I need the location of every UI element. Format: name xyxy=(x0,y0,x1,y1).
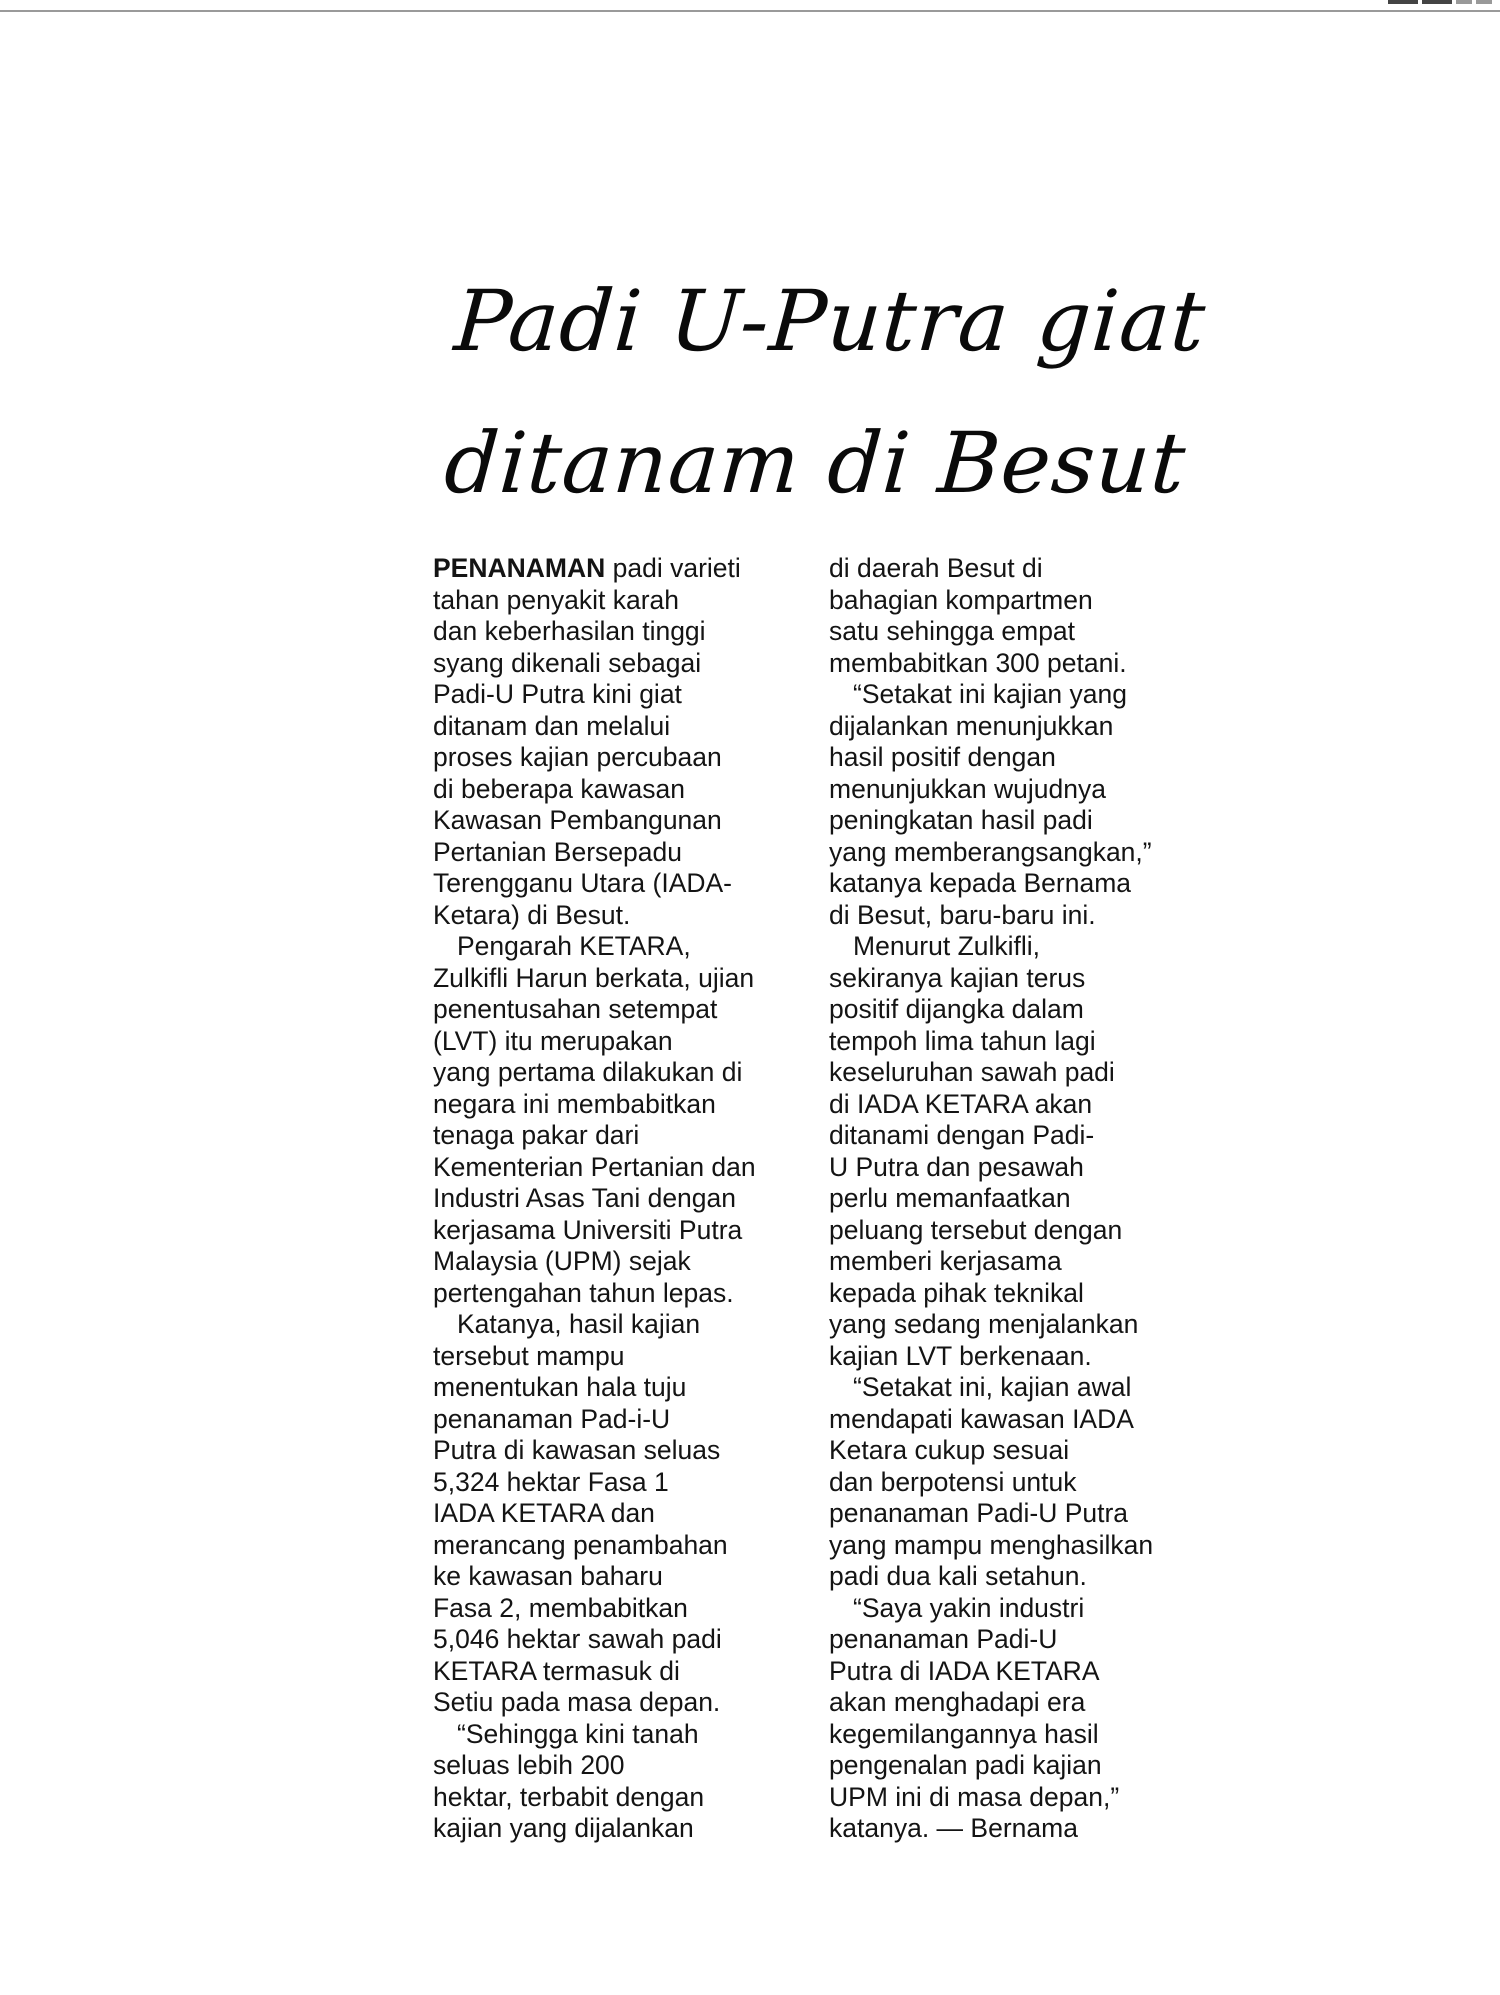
article-line xyxy=(433,1750,813,1782)
article-line-text: padi varieti xyxy=(605,553,741,583)
article-line xyxy=(433,648,813,680)
article-line xyxy=(433,1719,813,1751)
article-line xyxy=(829,1372,1209,1404)
article-line xyxy=(829,1435,1209,1467)
article-line-text: Pengarah KETARA, xyxy=(457,931,691,961)
article-line-text: di daerah Besut di xyxy=(829,553,1043,583)
article-line xyxy=(829,679,1209,711)
article-column-left xyxy=(433,553,813,1845)
article-line-text: Malaysia (UPM) sejak xyxy=(433,1246,691,1276)
article-line xyxy=(829,900,1209,932)
article-line-text: yang mampu menghasilkan xyxy=(829,1529,1154,1560)
article-line xyxy=(433,900,813,932)
article-line xyxy=(829,742,1209,774)
article-line-text: Ketara) di Besut. xyxy=(433,899,631,930)
article-line-text: keseluruhan sawah padi xyxy=(829,1057,1115,1087)
article-line xyxy=(829,648,1209,680)
article-line xyxy=(829,616,1209,648)
article-line-text: Menurut Zulkifli, xyxy=(853,931,1041,961)
article-line xyxy=(433,1593,813,1625)
article-line-text: pengenalan padi kajian xyxy=(829,1750,1102,1780)
article-line-text: proses kajian percubaan xyxy=(433,742,722,772)
article-line-text: UPM ini di masa depan,” xyxy=(829,1781,1120,1812)
article-line-text: katanya. — Bernama xyxy=(829,1813,1078,1843)
article-line-text: Kementerian Pertanian dan xyxy=(433,1151,756,1182)
headline-line-1: Padi U-Putra giat xyxy=(451,272,1210,370)
article-line-text: kegemilangannya hasil xyxy=(829,1718,1099,1749)
article-line-text: di beberapa kawasan xyxy=(433,773,685,804)
article-line-text: “Setakat ini kajian yang xyxy=(853,679,1127,709)
article-line xyxy=(433,679,813,711)
article-line xyxy=(433,994,813,1026)
article-line xyxy=(433,1152,813,1184)
article-line xyxy=(829,1057,1209,1089)
article-line-text: membabitkan 300 petani. xyxy=(829,647,1127,678)
article-line xyxy=(433,1372,813,1404)
article-line-text: Setiu pada masa depan. xyxy=(433,1687,721,1717)
article-line-text: Terengganu Utara (IADA- xyxy=(433,868,733,898)
article-line xyxy=(829,1278,1209,1310)
article-line xyxy=(829,805,1209,837)
article-line-text: Putra di kawasan seluas xyxy=(433,1435,721,1465)
article-line-text: Zulkifli Harun berkata, ujian xyxy=(433,962,755,993)
article-line xyxy=(829,1183,1209,1215)
article-line xyxy=(433,1026,813,1058)
article-line xyxy=(829,1750,1209,1782)
article-line-text: tersebut mampu xyxy=(433,1340,625,1371)
article-line-text: (LVT) itu merupakan xyxy=(433,1025,673,1056)
article-line xyxy=(433,931,813,963)
article-line xyxy=(433,1561,813,1593)
article-line xyxy=(829,994,1209,1026)
article-line xyxy=(433,774,813,806)
article-line xyxy=(433,1309,813,1341)
lead-word: PENANAMAN xyxy=(433,553,606,583)
article-line-text: “Setakat ini, kajian awal xyxy=(853,1372,1132,1402)
article-line-text: peluang tersebut dengan xyxy=(829,1214,1123,1245)
article-line xyxy=(829,868,1209,900)
article-line xyxy=(433,1435,813,1467)
article-line xyxy=(433,1498,813,1530)
article-line-text: hektar, terbabit dengan xyxy=(433,1781,705,1812)
article-line xyxy=(829,1813,1209,1845)
article-line-text: 5,046 hektar sawah padi xyxy=(433,1624,722,1654)
article-line xyxy=(433,805,813,837)
article-line xyxy=(433,1278,813,1310)
article-line xyxy=(433,1057,813,1089)
article-line-text: penentusahan setempat xyxy=(433,994,718,1024)
article-line xyxy=(829,1089,1209,1121)
article-line xyxy=(433,1120,813,1152)
article-line xyxy=(829,585,1209,617)
article-line-text: menunjukkan wujudnya xyxy=(829,773,1106,804)
article-line-text: yang memberangsangkan,” xyxy=(829,836,1152,867)
article-line xyxy=(433,1215,813,1247)
article-line xyxy=(829,1656,1209,1688)
article-line-text: U Putra dan pesawah xyxy=(829,1151,1084,1182)
article-line xyxy=(829,931,1209,963)
article-line xyxy=(829,1593,1209,1625)
article-line xyxy=(433,1183,813,1215)
article-line-text: ditanami dengan Padi- xyxy=(829,1120,1095,1150)
article-line-text: di Besut, baru-baru ini. xyxy=(829,899,1096,930)
article-line-text: mendapati kawasan IADA xyxy=(829,1403,1134,1434)
article-line-text: Ketara cukup sesuai xyxy=(829,1435,1070,1465)
article-line-text: penanaman Padi-U xyxy=(829,1624,1058,1654)
article-line xyxy=(433,1782,813,1814)
article-line-text: positif dijangka dalam xyxy=(829,994,1084,1024)
article-line xyxy=(829,1467,1209,1499)
article-line-text: seluas lebih 200 xyxy=(433,1750,625,1780)
article-line-text: di IADA KETARA akan xyxy=(829,1088,1093,1119)
article-line xyxy=(829,1530,1209,1562)
corner-registration-marks xyxy=(1380,0,1500,6)
article-line xyxy=(433,1687,813,1719)
article-line xyxy=(433,1624,813,1656)
article-line xyxy=(829,1246,1209,1278)
article-line-text: katanya kepada Bernama xyxy=(829,868,1132,898)
article-line-text: negara ini membabitkan xyxy=(433,1088,716,1119)
article-line-text: tahan penyakit karah xyxy=(433,584,680,615)
article-line xyxy=(433,963,813,995)
article-line-text: bahagian kompartmen xyxy=(829,584,1093,615)
article-line-text: Padi-U Putra kini giat xyxy=(433,679,682,709)
article-line-text: IADA KETARA dan xyxy=(433,1498,655,1528)
article-line-text: Pertanian Bersepadu xyxy=(433,836,682,867)
article-line xyxy=(829,837,1209,869)
article-line xyxy=(829,1309,1209,1341)
article-line-text: merancang penambahan xyxy=(433,1529,728,1560)
page-top-rule xyxy=(0,10,1500,12)
article-line-text: perlu memanfaatkan xyxy=(829,1183,1071,1213)
article-line xyxy=(433,1467,813,1499)
article-line xyxy=(829,1687,1209,1719)
article-line xyxy=(829,1782,1209,1814)
article-line-text: satu sehingga empat xyxy=(829,616,1076,646)
article-line-text: memberi kerjasama xyxy=(829,1246,1062,1276)
article-headline xyxy=(440,250,1220,534)
article-line-text: sekiranya kajian terus xyxy=(829,962,1086,993)
article-line-text: kerjasama Universiti Putra xyxy=(433,1214,743,1245)
article-line xyxy=(829,1719,1209,1751)
article-line xyxy=(433,1656,813,1688)
article-line-text: dan keberhasilan tinggi xyxy=(433,616,706,646)
article-line-text: 5,324 hektar Fasa 1 xyxy=(433,1466,669,1497)
article-line-text: tenaga pakar dari xyxy=(433,1120,640,1150)
article-line-text: Putra di IADA KETARA xyxy=(829,1655,1100,1686)
article-line xyxy=(433,1341,813,1373)
article-line xyxy=(433,585,813,617)
article-line xyxy=(829,1341,1209,1373)
article-line-text: yang pertama dilakukan di xyxy=(433,1057,743,1087)
article-line-text: penanaman Pad-i-U xyxy=(433,1403,671,1434)
article-line-text: “Saya yakin industri xyxy=(853,1592,1085,1623)
article-line-text: kajian yang dijalankan xyxy=(433,1813,694,1843)
article-line xyxy=(829,1152,1209,1184)
article-line-text: menentukan hala tuju xyxy=(433,1372,687,1402)
article-line xyxy=(829,711,1209,743)
article-line-text: Fasa 2, membabitkan xyxy=(433,1592,688,1623)
article-line-text: peningkatan hasil padi xyxy=(829,805,1093,835)
article-line-text: ke kawasan baharu xyxy=(433,1561,663,1591)
article-line-text: hasil positif dengan xyxy=(829,742,1056,772)
article-line-text: tempoh lima tahun lagi xyxy=(829,1025,1096,1056)
article-line xyxy=(829,1404,1209,1436)
article-line xyxy=(829,1561,1209,1593)
article-line-text: akan menghadapi era xyxy=(829,1687,1086,1717)
article-line xyxy=(433,1404,813,1436)
article-line-text: syang dikenali sebagai xyxy=(433,647,702,678)
article-column-right xyxy=(829,553,1209,1845)
article-line xyxy=(829,1215,1209,1247)
article-line-text: kepada pihak teknikal xyxy=(829,1277,1084,1308)
article-line-text: Katanya, hasil kajian xyxy=(457,1309,701,1339)
article-line xyxy=(433,1246,813,1278)
article-line-text: ditanam dan melalui xyxy=(433,710,671,741)
article-line xyxy=(433,837,813,869)
article-line xyxy=(433,711,813,743)
article-line-text: dan berpotensi untuk xyxy=(829,1466,1077,1497)
article-line-text: yang sedang menjalankan xyxy=(829,1309,1139,1339)
article-line xyxy=(829,1498,1209,1530)
headline-line-2: ditanam di Besut xyxy=(441,414,1190,512)
article-line-text: “Sehingga kini tanah xyxy=(457,1718,699,1749)
article-line-text: penanaman Padi-U Putra xyxy=(829,1498,1129,1528)
article-line xyxy=(829,1026,1209,1058)
article-line xyxy=(829,774,1209,806)
article-line-text: pertengahan tahun lepas. xyxy=(433,1277,734,1308)
article-line xyxy=(829,963,1209,995)
article-line xyxy=(433,868,813,900)
article-line xyxy=(433,1813,813,1845)
article-line xyxy=(829,1624,1209,1656)
article-line xyxy=(433,1530,813,1562)
article-line-text: dijalankan menunjukkan xyxy=(829,710,1114,741)
article-line xyxy=(433,742,813,774)
article-line-text: Kawasan Pembangunan xyxy=(433,805,722,835)
article-line xyxy=(829,553,1209,585)
article-line-text: kajian LVT berkenaan. xyxy=(829,1340,1092,1371)
article-line xyxy=(433,616,813,648)
article-line xyxy=(433,1089,813,1121)
article-line xyxy=(829,1120,1209,1152)
article-line-text: padi dua kali setahun. xyxy=(829,1561,1087,1591)
article-line xyxy=(433,553,813,585)
article-line-text: Industri Asas Tani dengan xyxy=(433,1183,737,1213)
article-line-text: KETARA termasuk di xyxy=(433,1655,680,1686)
